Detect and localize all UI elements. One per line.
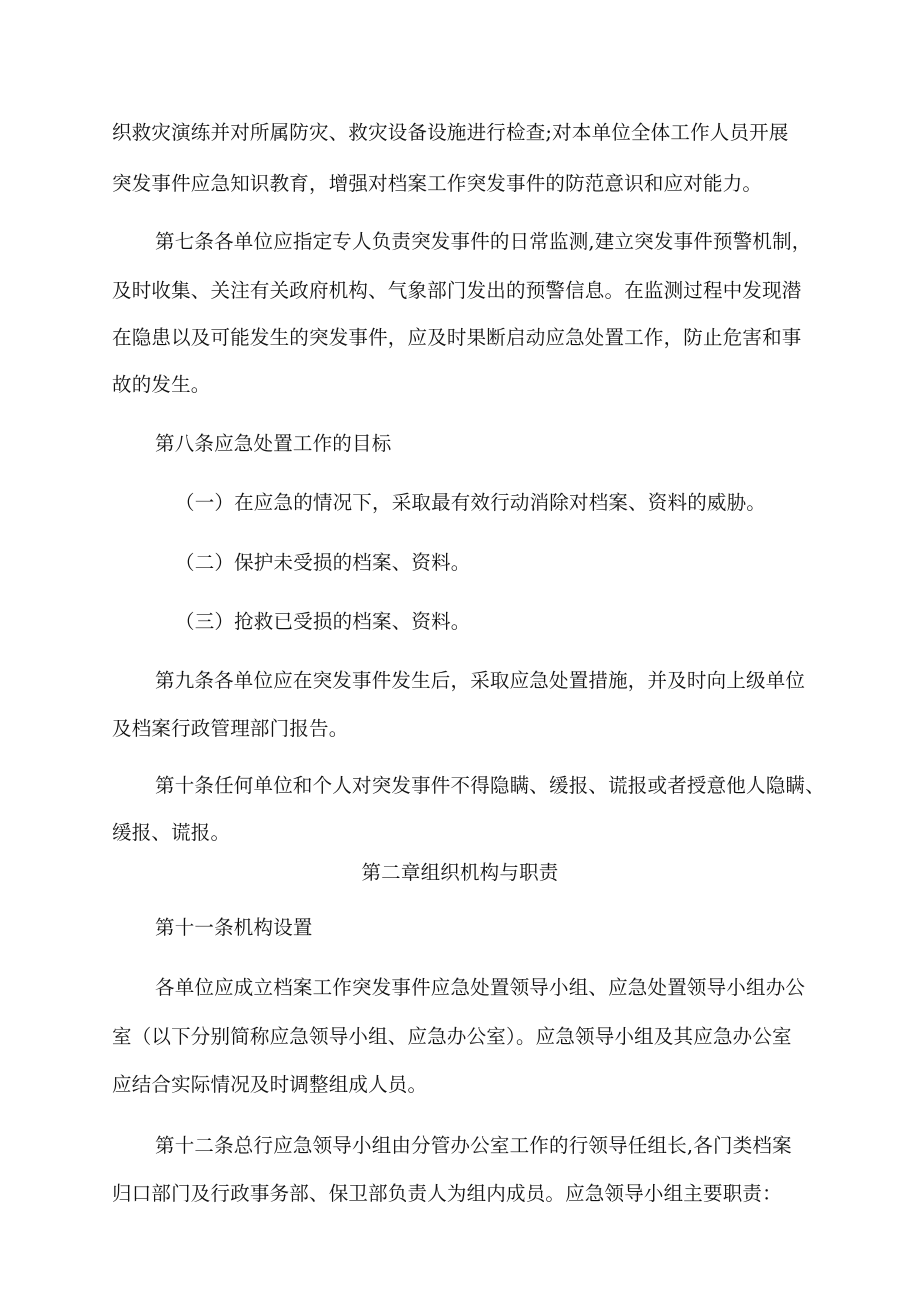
- article-7-line: 第七条各单位应指定专人负责突发事件的日常监测,建立突发事件预警机制，: [155, 230, 812, 253]
- article-9-line: 第九条各单位应在突发事件发生后，采取应急处置措施，并及时向上级单位: [155, 669, 806, 692]
- chapter-heading: 第二章组织机构与职责: [361, 861, 559, 884]
- article-11-heading: 第十一条机构设置: [155, 916, 313, 939]
- text-line: 突发事件应急知识教育，增强对档案工作突发事件的防范意识和应对能力。: [112, 172, 763, 195]
- list-item: （一）在应急的情况下，采取最有效行动消除对档案、资料的威胁。: [175, 491, 767, 514]
- list-item: （三）抢救已受损的档案、资料。: [175, 610, 471, 633]
- article-8-heading: 第八条应急处置工作的目标: [155, 432, 392, 455]
- text-line: 应结合实际情况及时调整组成人员。: [112, 1073, 428, 1096]
- text-line: 各单位应成立档案工作突发事件应急处置领导小组、应急处置领导小组办公: [155, 976, 806, 999]
- text-line: 及档案行政管理部门报告。: [112, 717, 349, 740]
- text-line: 故的发生。: [112, 373, 211, 396]
- text-line: 及时收集、关注有关政府机构、气象部门发出的预警信息。在监测过程中发现潜: [112, 279, 802, 302]
- article-12-line: 第十二条总行应急领导小组由分管办公室工作的行领导任组长,各门类档案: [155, 1134, 792, 1157]
- article-10-line: 第十条任何单位和个人对突发事件不得隐瞒、缓报、谎报或者授意他人隐瞒、: [155, 774, 825, 797]
- text-line: 织救灾演练并对所属防灾、救灾设备设施进行检查;对本单位全体工作人员开展: [112, 121, 789, 144]
- list-item: （二）保护未受损的档案、资料。: [175, 551, 471, 574]
- text-line: 室（以下分别简称应急领导小组、应急办公室）。应急领导小组及其应急办公室: [112, 1025, 792, 1048]
- text-line: 归口部门及行政事务部、保卫部负责人为组内成员。应急领导小组主要职责：: [112, 1182, 782, 1205]
- text-line: 在隐患以及可能发生的突发事件，应及时果断启动应急处置工作，防止危害和事: [112, 326, 802, 349]
- text-line: 缓报、谎报。: [112, 821, 231, 844]
